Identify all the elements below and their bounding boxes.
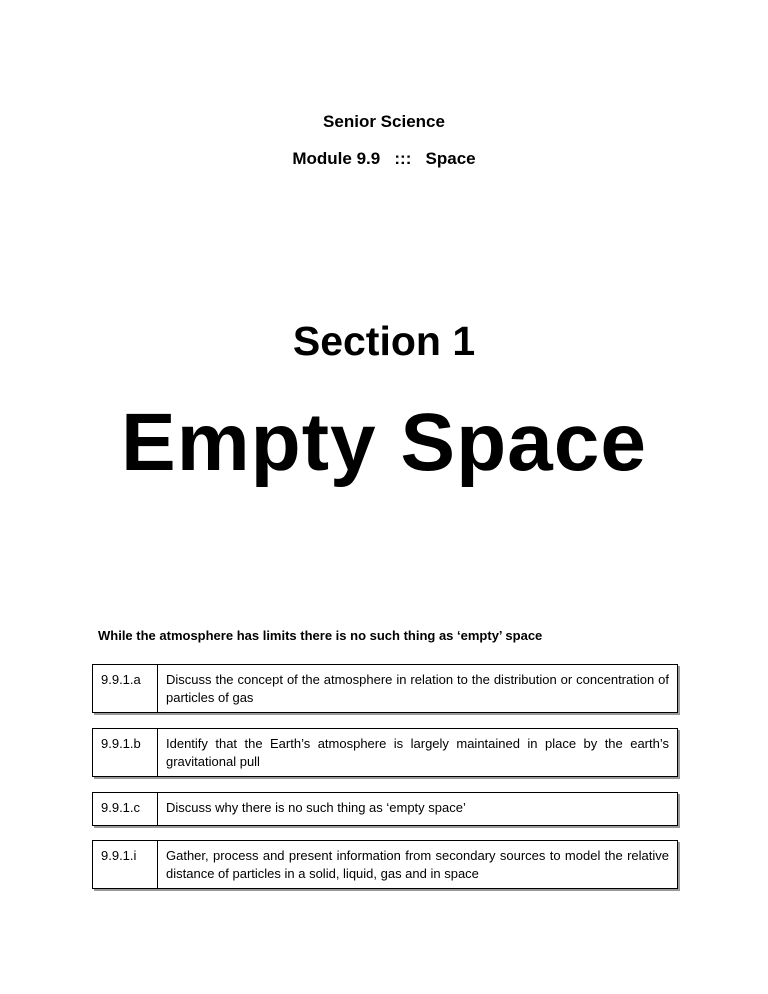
- intro-statement: While the atmosphere has limits there is no such thing as ‘empty’ space: [98, 628, 543, 643]
- outcome-code: 9.9.1.i: [93, 841, 158, 888]
- outcome-description: Discuss the concept of the atmosphere in relation to the distribution or concentration of particles of gas: [166, 672, 669, 705]
- section-title: Empty Space: [121, 397, 647, 488]
- outcome-row: [92, 664, 678, 713]
- module-title: Module 9.9 ::: Space: [292, 149, 476, 168]
- section-number: Section 1: [292, 318, 476, 364]
- outcome-code: 9.9.1.a: [93, 665, 158, 712]
- outcome-code: 9.9.1.b: [93, 729, 158, 776]
- outcome-code: 9.9.1.c: [93, 793, 158, 825]
- outcome-description: Gather, process and present information from secondary sources to model the relative distance of particles in a solid, liquid, gas and in space: [166, 848, 669, 881]
- outcome-description: Identify that the Earth’s atmosphere is largely maintained in place by the earth’s gravitational pull: [166, 736, 669, 769]
- outcome-description: Discuss why there is no such thing as ‘empty space’: [166, 800, 466, 815]
- outcome-row: [92, 840, 678, 889]
- outcome-row: [92, 728, 678, 777]
- outcome-row: [92, 792, 678, 826]
- course-title: Senior Science: [323, 112, 445, 131]
